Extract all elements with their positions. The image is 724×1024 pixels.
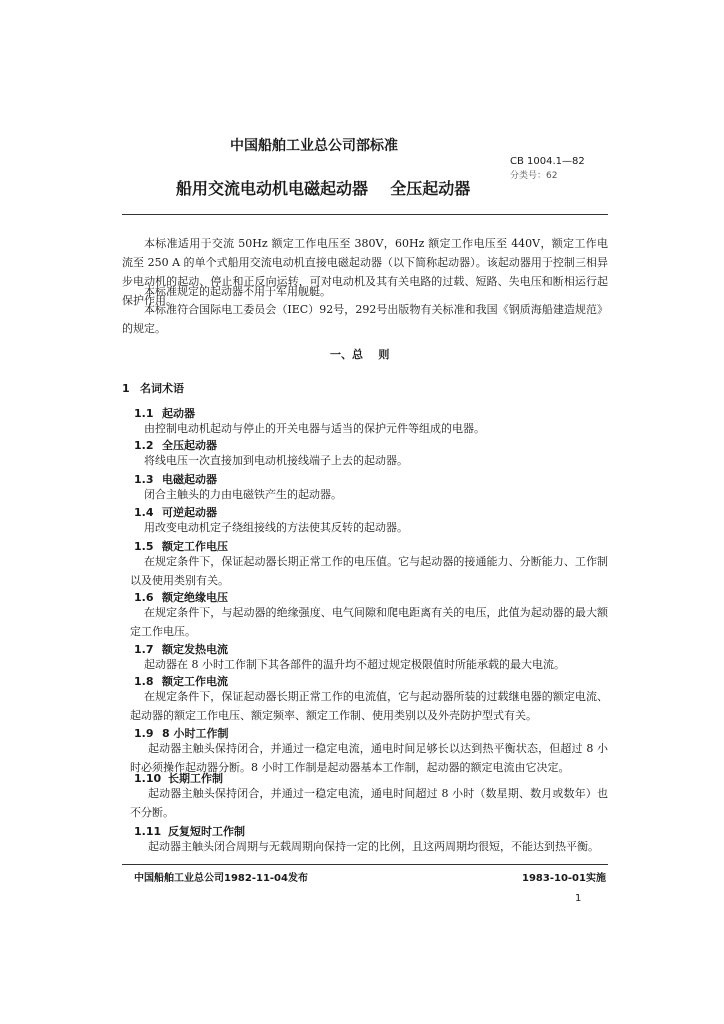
term-definition: 由控制电动机起动与停止的开关电器与适当的保护元件等组成的电器。 <box>144 422 485 435</box>
term-definition: 将线电压一次直接加到电动机接线端子上去的起动器。 <box>144 454 408 467</box>
term-number: 1.10 <box>134 772 162 785</box>
standard-code: CB 1004.1—82 <box>510 156 585 167</box>
term-number: 1.4 <box>134 506 154 519</box>
term-label: 额定绝缘电压 <box>162 591 228 604</box>
item-number: 1 <box>122 382 130 395</box>
term-label: 可逆起动器 <box>162 506 217 519</box>
term-label: 反复短时工作制 <box>168 825 245 838</box>
term-number: 1.7 <box>134 643 154 656</box>
term-definition: 在规定条件下，与起动器的绝缘强度、电气间隙和爬电距离有关的电压，此值为起动器的最大额定工作电压。 <box>130 606 608 638</box>
term-number: 1.9 <box>134 727 154 740</box>
term-definition: 起动器主触头保持闭合，并通过一稳定电流，通电时间足够长以达到热平衡状态，但超过 8 小时必须操作起动器分断。8 小时工作制是起动器基本工作制，起动器的额定电流由它决定。 <box>130 742 608 774</box>
intro-paragraph-2: 本标准规定的起动器不用于军用舰艇。 <box>144 285 331 298</box>
term-definition: 起动器主触头闭合周期与无载周期向保持一定的比例，且这两周期均很短，不能达到热平衡。 <box>148 840 599 853</box>
header-rule <box>122 214 608 215</box>
section-title: 一、总 则 <box>330 348 390 361</box>
term-number: 1.5 <box>134 540 154 553</box>
term-label: 起动器 <box>162 407 195 420</box>
intro-paragraph-3: 本标准符合国际电工委员会（IEC）92号，292号出版物有关标准和我国《钢质海船建造规范》的规定。 <box>122 303 608 335</box>
effective-date: 1983-10-01实施 <box>522 873 606 884</box>
term-number: 1.11 <box>134 825 162 838</box>
intro-paragraph-1: 本标准适用于交流 50Hz 额定工作电压至 380V，60Hz 额定工作电压至 440V，额定工作电流至 250 A 的单个式船用交流电动机直接电磁起动器（以下简称起动器）。该起动器用于控制三相异步电动机的起动、停止和正反向运转，可对电动机及其有关电路的过载、短路、失电压和断相运行起保护作用。 <box>122 237 608 307</box>
page-number: 1 <box>575 893 582 904</box>
term-label: 额定工作电流 <box>162 675 228 688</box>
org-standard-heading: 中国船舶工业总公司部标准 <box>230 138 398 154</box>
item-label: 名词术语 <box>140 382 184 395</box>
term-number: 1.6 <box>134 591 154 604</box>
term-number: 1.2 <box>134 439 154 452</box>
term-number: 1.1 <box>134 407 154 420</box>
term-definition: 在规定条件下，保证起动器长期正常工作的电流值，它与起动器所装的过载继电器的额定电流、起动器的额定工作电压、额定频率、额定工作制、使用类别以及外壳防护型式有关。 <box>130 690 608 722</box>
term-definition: 在规定条件下，保证起动器长期正常工作的电压值。它与起动器的接通能力、分断能力、工作制以及使用类别有关。 <box>130 555 608 587</box>
term-label: 长期工作制 <box>168 772 223 785</box>
term-definition: 起动器主触头保持闭合，并通过一稳定电流，通电时间超过 8 小时（数星期、数月或数年）也不分断。 <box>130 787 608 819</box>
item-1-heading <box>122 380 184 396</box>
term-label: 8 小时工作制 <box>162 727 229 740</box>
document-title: 船用交流电动机电磁起动器 全压起动器 <box>176 179 471 198</box>
category-number: 分类号：62 <box>510 171 558 181</box>
term-label: 额定工作电压 <box>162 540 228 553</box>
issued-date: 中国船舶工业总公司1982-11-04发布 <box>134 873 308 884</box>
term-number: 1.8 <box>134 675 154 688</box>
term-number: 1.3 <box>134 473 154 486</box>
term-definition: 闭合主触头的力由电磁铁产生的起动器。 <box>144 488 342 501</box>
term-definition: 用改变电动机定子绕组接线的方法使其反转的起动器。 <box>144 521 408 534</box>
term-label: 额定发热电流 <box>162 643 228 656</box>
term-definition: 起动器在 8 小时工作制下其各部件的温升均不超过规定极限值时所能承载的最大电流。 <box>144 658 565 671</box>
term-label: 全压起动器 <box>162 439 217 452</box>
term-label: 电磁起动器 <box>162 473 217 486</box>
footer-rule <box>122 864 608 865</box>
